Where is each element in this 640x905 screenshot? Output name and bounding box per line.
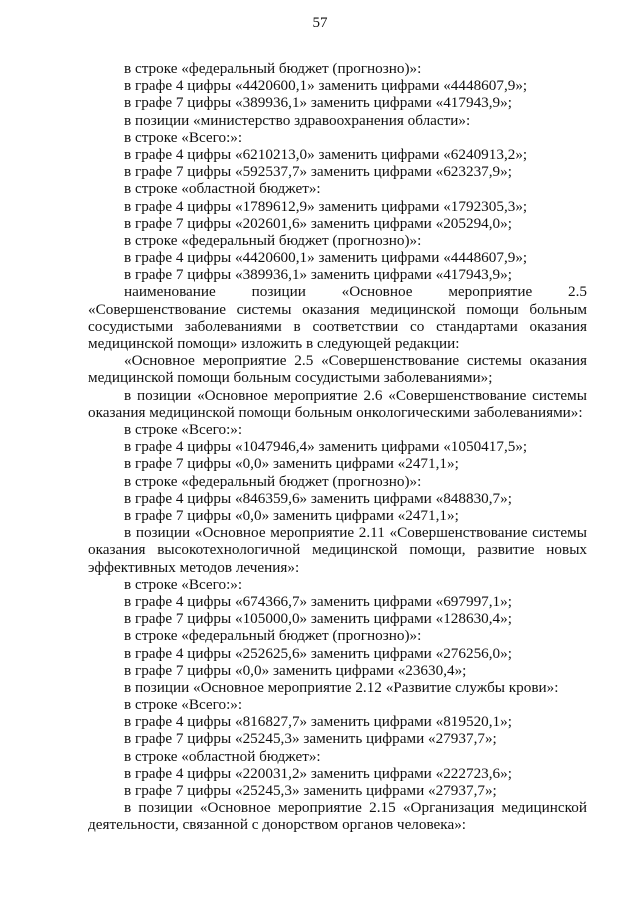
text-line: в позиции «Основное мероприятие 2.12 «Развитие службы крови»: [124, 678, 559, 696]
paragraph-position-2-11: в позиции «Основное мероприятие 2.11 «Совершенствование системы оказания высокотехнологичной медицинской помощи, развитие новых эффективных методов лечения»: [88, 524, 587, 576]
text-line: в графе 7 цифры «592537,7» заменить цифрами «623237,9»; [124, 163, 512, 181]
text-line: в графе 4 цифры «4420600,1» заменить цифрами «4448607,9»; [124, 249, 528, 267]
paragraph-position-2-15: в позиции «Основное мероприятие 2.15 «Организация медицинской деятельности, связанной с донорством органов человека»: [88, 799, 587, 834]
text-line: в графе 4 цифры «252625,6» заменить цифрами «276256,0»; [124, 644, 512, 662]
text-line: в графе 4 цифры «846359,6» заменить цифрами «848830,7»; [124, 489, 512, 507]
text-line: в графе 7 цифры «105000,0» заменить цифрами «128630,4»; [124, 610, 512, 628]
text-line: в графе 7 цифры «389936,1» заменить цифрами «417943,9»; [124, 266, 512, 284]
paragraph-new-title-2-5: «Основное мероприятие 2.5 «Совершенствование системы оказания медицинской помощи больным сосудистыми заболеваниями»; [88, 352, 587, 387]
text-line: в графе 4 цифры «4420600,1» заменить цифрами «4448607,9»; [124, 77, 528, 95]
text-line: в графе 4 цифры «1047946,4» заменить цифрами «1050417,5»; [124, 438, 528, 456]
text-line: в строке «федеральный бюджет (прогнозно)»: [124, 472, 422, 490]
text-line: в графе 4 цифры «6210213,0» заменить цифрами «6240913,2»; [124, 145, 528, 163]
text-line: в строке «Всего:»: [124, 128, 243, 146]
text-line: в строке «областной бюджет»: [124, 747, 321, 765]
text-line: в строке «федеральный бюджет (прогнозно)»: [124, 627, 422, 645]
paragraph-rename-2-5: наименование позиции «Основное мероприятие 2.5 «Совершенствование системы оказания медицинской помощи больным сосудистыми заболеваниями в соответствии со стандартами оказания медицинской помощи» изложить в следующей редакции: [88, 283, 587, 353]
page-number: 57 [312, 15, 328, 31]
document-body [88, 60, 587, 834]
text-line: в позиции «министерство здравоохранения области»: [124, 111, 471, 129]
text-line: в строке «Всего:»: [124, 575, 243, 593]
text-line: в строке «Всего:»: [124, 421, 243, 439]
text-line: в графе 4 цифры «816827,7» заменить цифрами «819520,1»; [124, 713, 512, 731]
text-line: в графе 7 цифры «25245,3» заменить цифрами «27937,7»; [124, 782, 497, 800]
paragraph-position-2-6: в позиции «Основное мероприятие 2.6 «Совершенствование системы оказания медицинской помощи больным онкологическими заболеваниями»: [88, 386, 587, 421]
amendment-lines-2-6 [88, 421, 587, 524]
text-line: в графе 4 цифры «220031,2» заменить цифрами «222723,6»; [124, 764, 512, 782]
text-line: в графе 7 цифры «0,0» заменить цифрами «2471,1»; [124, 507, 459, 524]
text-line: в строке «Всего:»: [124, 696, 243, 714]
text-line: в графе 7 цифры «389936,1» заменить цифрами «417943,9»; [124, 94, 512, 112]
text-line: в графе 7 цифры «25245,3» заменить цифрами «27937,7»; [124, 730, 497, 748]
text-line: в графе 7 цифры «0,0» заменить цифрами «23630,4»; [124, 661, 467, 679]
text-line: в строке «федеральный бюджет (прогнозно)»: [124, 60, 422, 77]
text-line: в строке «федеральный бюджет (прогнозно)»: [124, 231, 422, 249]
text-line: в графе 7 цифры «0,0» заменить цифрами «2471,1»; [124, 455, 459, 473]
text-line: в графе 4 цифры «674366,7» заменить цифрами «697997,1»; [124, 592, 512, 610]
text-line: в графе 7 цифры «202601,6» заменить цифрами «205294,0»; [124, 214, 512, 232]
amendment-lines-2-11-2-12 [88, 576, 587, 799]
text-line: в строке «областной бюджет»: [124, 180, 321, 198]
amendment-lines-top [88, 60, 587, 283]
text-line: в графе 4 цифры «1789612,9» заменить цифрами «1792305,3»; [124, 197, 528, 215]
